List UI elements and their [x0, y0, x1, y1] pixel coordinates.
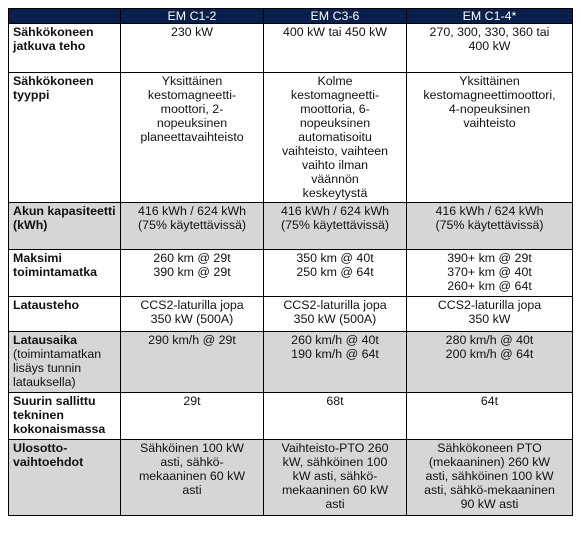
- row-label: Sähkökoneen jatkuva teho: [9, 24, 121, 73]
- cell-em-c1-4: 390+ km @ 29t 370+ km @ 40t 260+ km @ 64t: [407, 250, 573, 297]
- row-label: Maksimi toimintamatka: [9, 250, 121, 297]
- cell-em-c1-2: 416 kWh / 624 kWh (75% käytettävissä): [121, 203, 264, 250]
- cell-em-c1-4: 270, 300, 330, 360 tai 400 kW: [407, 24, 573, 73]
- row-label: Akun kapasiteetti (kWh): [9, 203, 121, 250]
- header-em-c3-6: EM C3-6: [264, 9, 407, 24]
- cell-em-c3-6: Vaihteisto-PTO 260 kW, sähköinen 100 kW asti, sähkö- mekaaninen 60 kW asti: [264, 440, 407, 516]
- cell-em-c3-6: Kolme kestomagneetti- moottoria, 6- nopeuksinen automatisoitu vaihteisto, vaihteen vaihto ilman väännön keskeytystä: [264, 73, 407, 203]
- cell-em-c1-2: Sähköinen 100 kW asti, sähkö- mekaaninen 60 kW asti: [121, 440, 264, 516]
- cell-em-c1-4: 280 km/h @ 40t 200 km/h @ 64t: [407, 332, 573, 393]
- row-pto-options: [9, 440, 573, 516]
- header-em-c1-4: EM C1-4*: [407, 9, 573, 24]
- row-label: Suurin sallittu tekninen kokonaismassa: [9, 393, 121, 440]
- row-charging-power: [9, 297, 573, 332]
- header-corner: [9, 9, 121, 24]
- row-motor-type: [9, 73, 573, 203]
- spec-table: [8, 8, 573, 516]
- header-row: [9, 9, 573, 24]
- cell-em-c3-6: 416 kWh / 624 kWh (75% käytettävissä): [264, 203, 407, 250]
- row-label-cell: [9, 332, 121, 393]
- cell-em-c1-4: Yksittäinen kestomagneettimoottori, 4-nopeuksinen vaihteisto: [407, 73, 573, 203]
- row-label: Latausteho: [9, 297, 121, 332]
- cell-em-c3-6: CCS2-laturilla jopa 350 kW (500A): [264, 297, 407, 332]
- row-label: Ulosotto-vaihtoehdot: [9, 440, 121, 516]
- row-continuous-power: [9, 24, 573, 73]
- row-gross-weight: [9, 393, 573, 440]
- cell-em-c3-6: 68t: [264, 393, 407, 440]
- cell-em-c1-4: 64t: [407, 393, 573, 440]
- cell-em-c1-2: 290 km/h @ 29t: [121, 332, 264, 393]
- cell-em-c1-2: 29t: [121, 393, 264, 440]
- cell-em-c3-6: 400 kW tai 450 kW: [264, 24, 407, 73]
- cell-em-c1-4: CCS2-laturilla jopa 350 kW: [407, 297, 573, 332]
- cell-em-c1-2: CCS2-laturilla jopa 350 kW (500A): [121, 297, 264, 332]
- cell-em-c3-6: 260 km/h @ 40t 190 km/h @ 64t: [264, 332, 407, 393]
- cell-em-c1-4: 416 kWh / 624 kWh (75% käytettävissä): [407, 203, 573, 250]
- header-em-c1-2: EM C1-2: [121, 9, 264, 24]
- row-max-range: [9, 250, 573, 297]
- row-sublabel: (toimintamatkan lisäys tunnin latauksella): [13, 347, 102, 389]
- cell-em-c1-4: Sähkökoneen PTO (mekaaninen) 260 kW asti, sähköinen 100 kW asti, sähkö-mekaaninen 90 kW asti: [407, 440, 573, 516]
- row-charging-time: [9, 332, 573, 393]
- row-label: Sähkökoneen tyyppi: [9, 73, 121, 203]
- cell-em-c1-2: Yksittäinen kestomagneetti- moottori, 2- nopeuksinen planeettavaihteisto: [121, 73, 264, 203]
- cell-em-c1-2: 260 km @ 29t 390 km @ 29t: [121, 250, 264, 297]
- row-battery-capacity: [9, 203, 573, 250]
- cell-em-c1-2: 230 kW: [121, 24, 264, 73]
- cell-em-c3-6: 350 km @ 40t 250 km @ 64t: [264, 250, 407, 297]
- row-label: Latausaika: [13, 333, 78, 347]
